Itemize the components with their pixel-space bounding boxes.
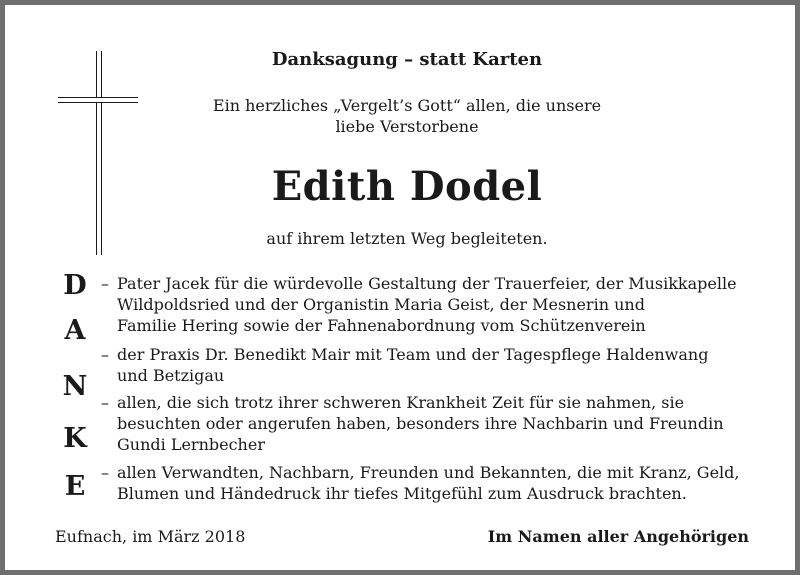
intro-line-2: liebe Verstorbene xyxy=(335,117,479,136)
cross-bar-icon xyxy=(58,97,138,103)
cross-icon xyxy=(96,51,102,255)
notice-title: Danksagung – statt Karten xyxy=(271,49,543,70)
thanks-entry xyxy=(101,344,791,386)
entry-dash: – xyxy=(101,345,109,364)
entry-dash: – xyxy=(101,393,109,412)
danke-letter: A xyxy=(64,315,86,346)
entry-text: allen, die sich trotz ihrer schweren Krankheit Zeit für sie nahmen, sie besuchten oder angerufen haben, besonders ihre Nachbarin und Freundin Gundi Lernbecher xyxy=(117,393,724,454)
danke-letter: E xyxy=(64,471,86,502)
deceased-name: Edith Dodel xyxy=(271,163,543,210)
entry-dash: – xyxy=(101,274,109,293)
place-date: Eufnach, im März 2018 xyxy=(55,527,246,546)
intro-line-1: Ein herzliches „Vergelt’s Gott“ allen, die unsere xyxy=(212,96,602,115)
danke-letter: K xyxy=(63,423,87,454)
thanks-entry xyxy=(101,392,791,455)
entry-text: allen Verwandten, Nachbarn, Freunden und Bekannten, die mit Kranz, Geld, Blumen und Händedruck ihr tiefes Mitgefühl zum Ausdruck brachten. xyxy=(117,463,740,503)
entry-dash: – xyxy=(101,463,109,482)
entry-text: Pater Jacek für die würdevolle Gestaltung der Trauerfeier, der Musikkapelle Wildpoldsried und der Organistin Maria Geist, der Mesnerin und Familie Hering sowie der Fahnenabordnung vom Schützenverein xyxy=(117,274,737,335)
thanks-entry xyxy=(101,273,791,336)
danke-letter: N xyxy=(62,371,88,402)
signature: Im Namen aller Angehörigen xyxy=(487,527,749,546)
intro-text xyxy=(155,95,659,137)
outro-text: auf ihrem letzten Weg begleiteten. xyxy=(266,229,548,248)
danke-letter: D xyxy=(63,270,87,301)
entry-text: der Praxis Dr. Benedikt Mair mit Team und der Tagespflege Haldenwang und Betzigau xyxy=(117,345,709,385)
thanks-entry xyxy=(101,462,791,504)
